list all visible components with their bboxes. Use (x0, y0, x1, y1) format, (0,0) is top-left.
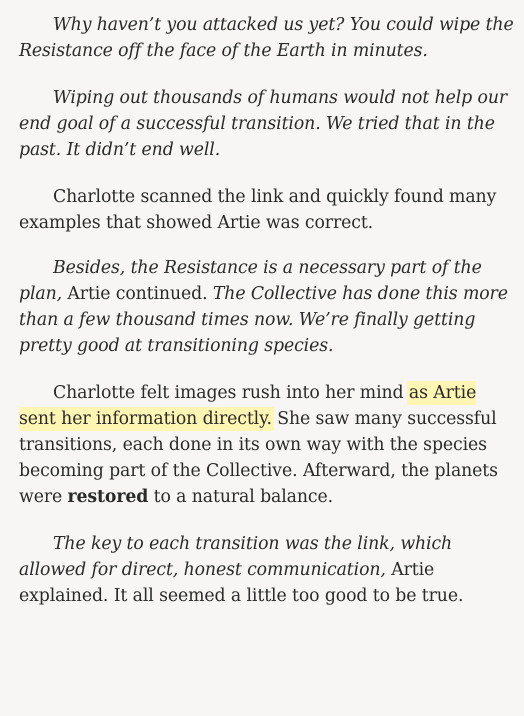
bold-word: restored (67, 487, 149, 507)
paragraph-5-roman-1: Charlotte felt images rush into her mind (53, 383, 409, 403)
paragraph-4-italic-2: The Collective has done this more than a few thousand times now. We’re finally getting pretty good at transitioning species. (19, 284, 508, 356)
paragraph-6 (19, 531, 514, 609)
paragraph-6-italic: The key to each transition was the link, which allowed for direct, honest communication, (19, 534, 453, 580)
paragraph-4-italic-1: Besides, the Resistance is a necessary part of the plan, (19, 258, 482, 304)
paragraph-5-roman-2: She saw many successful transitions, each done in its own way with the species becoming part of the Collective. Afterward, the planets were (19, 409, 498, 507)
paragraph-3 (19, 184, 514, 236)
paragraph-3-text: Charlotte scanned the link and quickly found many examples that showed Artie was correct. (19, 187, 497, 233)
paragraph-1 (19, 12, 514, 64)
paragraph-1-text: Why haven’t you attacked us yet? You could wipe the Resistance off the face of the Earth in minutes. (19, 15, 514, 61)
paragraph-2-text: Wiping out thousands of humans would not help our end goal of a successful transition. We tried that in the past. It didn’t end well. (19, 88, 508, 160)
paragraph-5-roman-3: to a natural balance. (148, 487, 333, 507)
paragraph-5 (19, 380, 514, 510)
highlighted-passage[interactable]: as Artie sent her information directly. (19, 383, 477, 429)
paragraph-2 (19, 85, 514, 163)
paragraph-6-roman: Artie explained. It all seemed a little too good to be true. (19, 560, 464, 606)
paragraph-4 (19, 255, 514, 359)
paragraph-4-roman: Artie continued. (62, 284, 213, 304)
